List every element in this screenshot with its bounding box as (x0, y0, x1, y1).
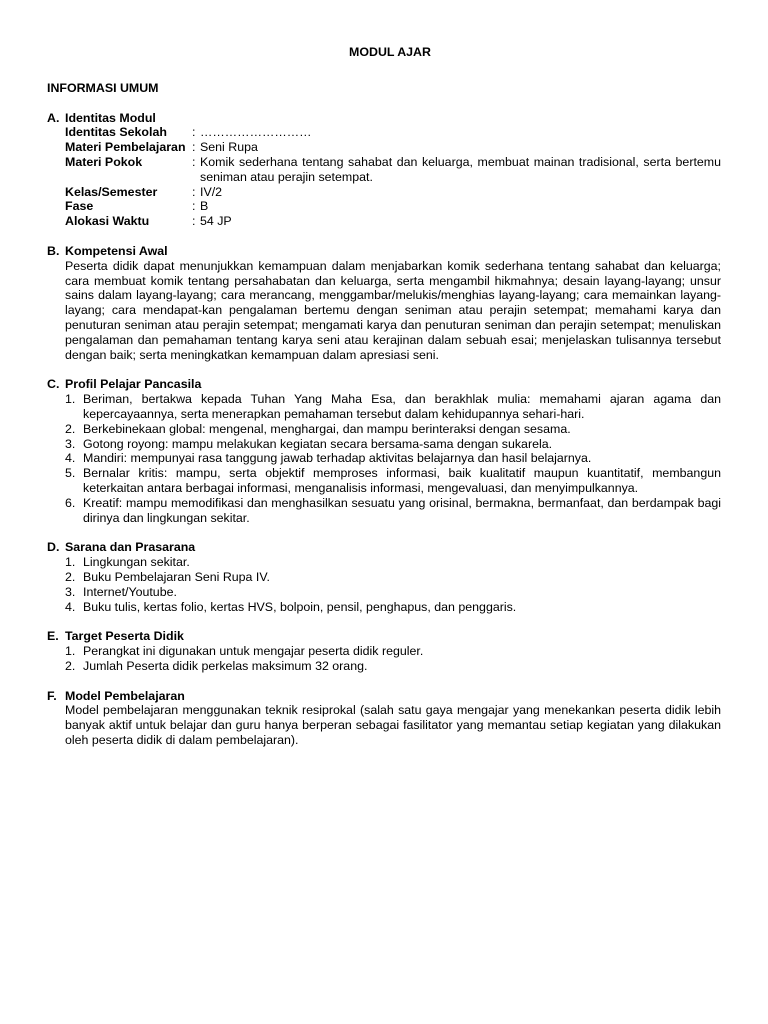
list-text: Bernalar kritis: mampu, serta objektif memproses informasi, baik kualitatif maupun kuantitatif, membangun keterkaitan antara berbagai informasi, menganalisis informasi, mengevaluasi, dan menyimpulkannya. (83, 466, 721, 495)
list-text: Perangkat ini digunakan untuk mengajar peserta didik reguler. (83, 644, 424, 659)
section-letter: E. (47, 629, 59, 644)
section-paragraph: Model pembelajaran menggunakan teknik resiprokal (salah satu gaya mengajar yang menekankan peserta didik lebih banyak aktif untuk belajar dan guru hanya berperan sebagai fasilitator yang memantau setiap kegiatan yang dilakukan oleh peserta didik di dalam pembelajaran). (65, 703, 721, 748)
identity-value: Komik sederhana tentang sahabat dan keluarga, membuat mainan tradisional, serta bertemu seniman atau perajin setempat. (200, 154, 721, 184)
list-number: 3. (65, 436, 76, 451)
identity-value: Seni Rupa (200, 140, 258, 155)
section-heading (47, 629, 721, 644)
identity-value: IV/2 (200, 184, 223, 199)
list-text: Kreatif: mampu memodifikasi dan menghasilkan sesuatu yang orisinal, bermakna, bermanfaat, dan berdampak bagi dirinya dan lingkungan sekitar. (83, 495, 721, 525)
identity-value: ……………………… (200, 125, 312, 140)
section-title: Identitas Modul (65, 110, 156, 125)
section-heading (47, 689, 721, 704)
section-heading (47, 377, 721, 392)
list-number: 2. (65, 569, 76, 584)
list-number: 1. (65, 644, 76, 659)
identity-key: Kelas/Semester (65, 184, 158, 199)
list-item (65, 600, 721, 615)
identity-key: Materi Pokok (65, 154, 143, 169)
identity-sep: : (192, 125, 196, 140)
list-number: 1. (65, 392, 76, 407)
list-number: 2. (65, 658, 76, 673)
section-letter: C. (47, 377, 60, 392)
list-text: Buku Pembelajaran Seni Rupa IV. (83, 569, 270, 584)
section-profil-pelajar-pancasila (47, 377, 721, 525)
section-list-wrap (47, 392, 721, 525)
identity-key: Identitas Sekolah (65, 125, 167, 140)
identity-value: B (200, 199, 209, 214)
list-item (65, 496, 721, 526)
list-text: Jumlah Peserta didik perkelas maksimum 32 orang. (83, 658, 368, 673)
list-item (65, 422, 721, 437)
section-letter: D. (47, 540, 60, 555)
list-item (65, 466, 721, 496)
list-item (65, 451, 721, 466)
document-title: MODUL AJAR (349, 45, 431, 59)
identity-row (65, 185, 721, 200)
list-item (65, 555, 721, 570)
list-number: 5. (65, 466, 76, 481)
section-list-wrap (47, 555, 721, 614)
identity-value: 54 JP (200, 214, 232, 229)
list-text: Lingkungan sekitar. (83, 555, 190, 570)
identity-table (47, 125, 721, 229)
list-item (65, 392, 721, 422)
identity-row (65, 140, 721, 155)
list-number: 1. (65, 555, 76, 570)
identity-sep: : (192, 199, 196, 214)
list-item (65, 585, 721, 600)
list-text: Internet/Youtube. (83, 584, 177, 599)
list-text: Gotong royong: mampu melakukan kegiatan secara bersama-sama dengan sukarela. (83, 436, 553, 451)
section-kompetensi-awal (47, 244, 721, 362)
section-title: Target Peserta Didik (65, 629, 184, 644)
identity-row (65, 125, 721, 140)
section-heading (47, 111, 721, 126)
identity-key: Materi Pembelajaran (65, 140, 186, 155)
identity-sep: : (192, 184, 196, 199)
list-item (65, 570, 721, 585)
list-number: 6. (65, 495, 76, 510)
section-sarana-prasarana (47, 540, 721, 614)
identity-key: Alokasi Waktu (65, 214, 150, 229)
list-number: 4. (65, 599, 76, 614)
section-heading (47, 244, 721, 259)
section-heading (47, 540, 721, 555)
identity-row (65, 155, 721, 185)
identity-sep: : (192, 154, 196, 169)
section-title: Sarana dan Prasarana (65, 540, 196, 555)
section-list-wrap (47, 644, 721, 674)
numbered-list (65, 555, 721, 614)
list-item (65, 437, 721, 452)
list-number: 3. (65, 584, 76, 599)
section-title: Kompetensi Awal (65, 243, 168, 258)
section-model-pembelajaran (47, 689, 721, 748)
identity-row (65, 214, 721, 229)
section-target-peserta-didik (47, 629, 721, 673)
list-item (65, 644, 721, 659)
numbered-list (65, 392, 721, 525)
list-text: Beriman, bertakwa kepada Tuhan Yang Maha Esa, dan berakhlak mulia: memahami ajaran agama dan kepercayaannya, serta menerapkan pemahaman tersebut dalam kehidupannya sehari-hari. (83, 392, 721, 421)
list-text: Buku tulis, kertas folio, kertas HVS, bolpoin, pensil, penghapus, dan penggaris. (83, 599, 517, 614)
list-text: Berkebinekaan global: mengenal, menghargai, dan mampu berinteraksi dengan sesama. (83, 421, 571, 436)
identity-row (65, 199, 721, 214)
list-number: 4. (65, 451, 76, 466)
list-item (65, 659, 721, 674)
info-heading: INFORMASI UMUM (47, 80, 159, 95)
section-title: Model Pembelajaran (65, 688, 185, 703)
section-letter: B. (47, 243, 60, 258)
numbered-list (65, 644, 721, 674)
identity-sep: : (192, 214, 196, 229)
section-paragraph: Peserta didik dapat menunjukkan kemampuan dalam menjabarkan komik sederhana tentang sahabat dan keluarga; cara membuat komik tentang persahabatan dan keluarga, serta mengambil hikmahnya; desain layang-layang; unsur sains dalam layang-layang; cara merancang, menggambar/melukis/menghias layang-layang; cara memainkan layang-layang; cara mendapat-kan pengalaman bertemu dengan seniman atau perajin setempat; memahami karya dan penuturan seniman atau perajin setempat; mengamati karya dan penuturan seniman dan perajin setempat; menuliskan pengalaman dan pemahaman tentang karya seni atau kerajinan dalam sebuah esai; menjelaskan tulisannya tersebut dengan baik; serta meningkatkan kemampuan dalam apresiasi seni. (65, 258, 721, 362)
section-title: Profil Pelajar Pancasila (65, 377, 202, 392)
list-text: Mandiri: mempunyai rasa tanggung jawab terhadap aktivitas belajarnya dan hasil belajarnya. (83, 451, 592, 466)
section-identitas-modul (47, 111, 721, 229)
list-number: 2. (65, 421, 76, 436)
identity-key: Fase (65, 199, 94, 214)
identity-sep: : (192, 140, 196, 155)
section-letter: F. (47, 688, 57, 703)
section-letter: A. (47, 110, 60, 125)
